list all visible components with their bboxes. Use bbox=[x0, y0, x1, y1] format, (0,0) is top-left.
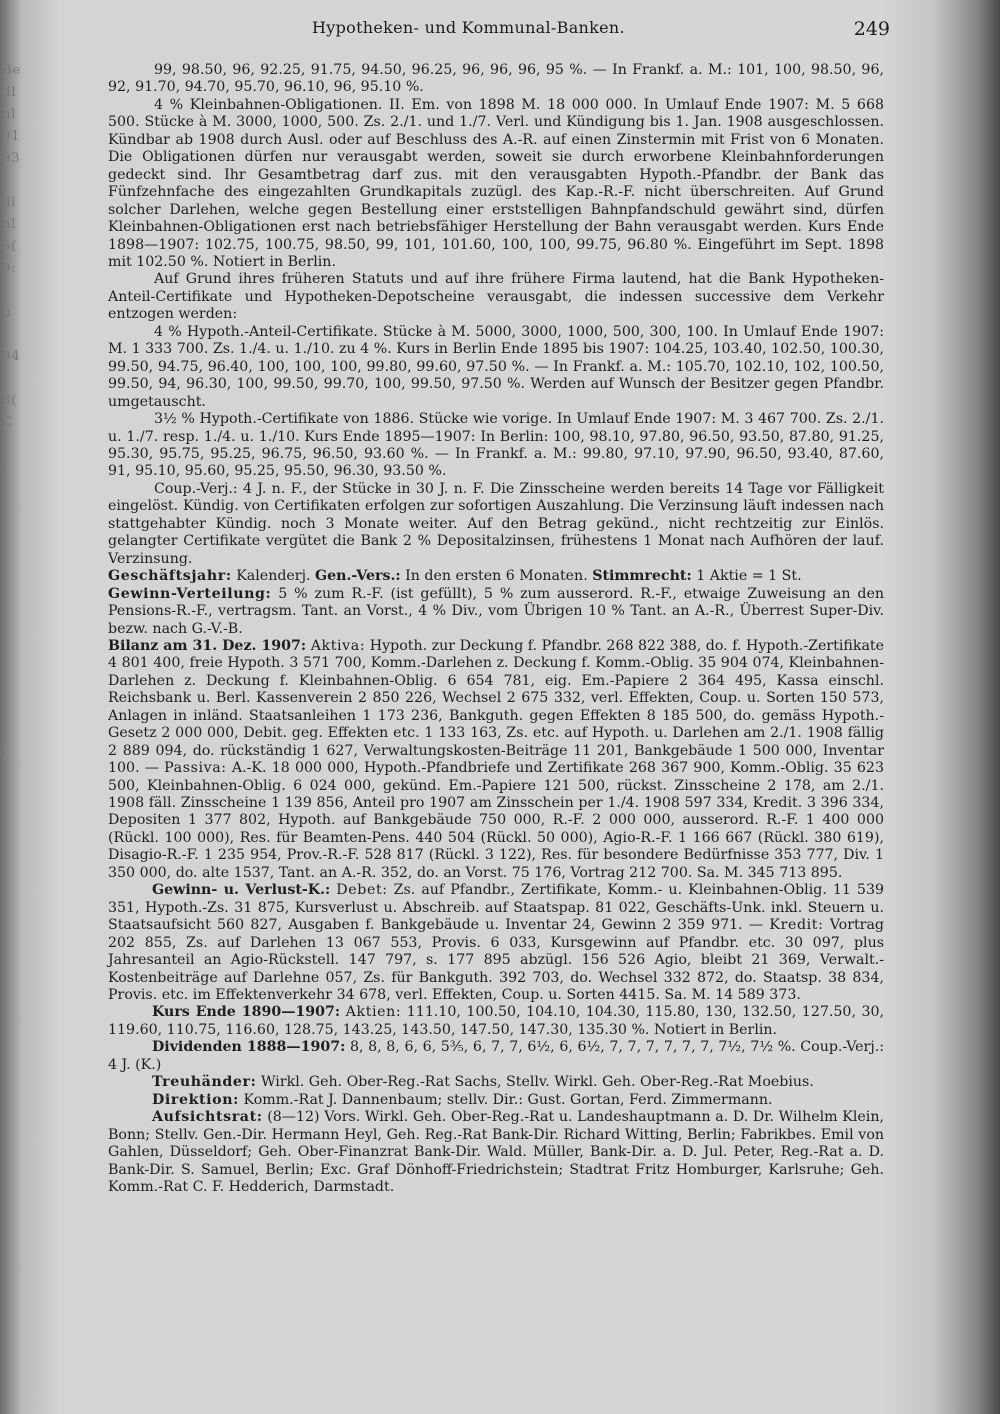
stimmrecht-value: 1 Aktie = 1 St. bbox=[696, 568, 802, 585]
left-bleed-fragment: i bbox=[2, 745, 8, 760]
bilanz-aktiva-text: Hypoth. zur Deckung f. Pfandbr. 268 822 388, do. f. Hypoth.-Zertifikate 4 801 400, freie Hypoth. 3 571 700, Komm.-Darlehen z. Deckung f. Komm.-Oblig. 35 904 074, Kleinbahnen-Darlehen z. Deckung f. Kleinbahnen-Oblig. 6 654 781, eig. Em.-Papiere 2 364 495, Kassa einschl. Reichsbank u. Berl. Kassenverein 2 850 226, Wechsel 2 675 332, verl. Effekten, Coup. u. Sorten 150 573, Anlagen in inländ. Staatsanleihen 1 173 236, Bankguth. gegen Effekten 8 185 500, do. gemäss Hypoth.-Gesetz 2 000 000, Debit. geg. Effekten etc. 1 133 163, Zs. etc. auf Hypoth. u. Darlehen am 2./1. 1908 fällig 2 889 094, do. rückständig 1 627, Verwaltungskosten-Beiträge 11 201, Bankgebäude 1 500 000, Inventar 100. — bbox=[108, 637, 885, 777]
left-bleed-fragment: Be bbox=[2, 63, 22, 78]
aufsichtsrat-text: (8—12) Vors. Wirkl. Geh. Ober-Reg.-Rat u. Landeshauptmann a. D. Dr. Wilhelm Klein, Bonn; Stellv. Gen.-Dir. Hermann Heyl, Geh. Reg.-Rat Bank-Dir. Richard Witting, Berlin; Fabrikbes. Emil von Gahlen, Düsseldorf; Geh. Ober-Finanzrat Bank-Dir. Wald. Müller, Bank-Dir. a. D. Jul. Peter, Reg.-Rat a. D. Bank-Dir. S. Samuel, Berlin; Exc. Graf Dönhoff-Friedrichstein; Stadtrat Fritz Homburger, Karlsruhe; Geh. Komm.-Rat C. F. Hedderich, Darmstadt. bbox=[108, 1109, 884, 1195]
left-bleed-fragment bbox=[2, 698, 52, 720]
bilanz-label: Bilanz am 31. Dez. 1907: bbox=[108, 637, 307, 654]
bilanz-passiva-text: A.-K. 18 000 000, Hypoth.-Pfandbriefe und Zertifikate 268 367 900, Komm.-Oblig. 35 623 500, Kleinbahnen-Oblig. 6 024 000, gekünd. Em.-Papiere 121 500, rückst. Zinsscheine 2 178, am 2./1. 1908 fäll. Zinsscheine 1 139 856, Anteil pro 1907 am Zinsschein per 1./4. 1908 597 334, Kredit. 3 396 334, Depositen 1 377 802, Hypoth. auf Bankgebäude 750 000, R.-F. 2 000 000, ausserord. R.-F. 1 400 000 (Rückl. 100 000), Res. für Beamten-Pens. 440 504 (Rückl. 50 000), Agio-R.-F. 1 166 667 (Rückl. 380 619), Disagio-R.-F. 1 235 954, Prov.-R.-F. 528 817 (Rückl. 3 122), Res. für besondere Bedürfnisse 353 777, Div. 1 350 000, do. alte 1537, Tant. an A.-R. 352, do. an Vorst. 75 176, Vortrag 212 700. Sa. M. 345 713 895. bbox=[108, 760, 884, 881]
page-number: 249 bbox=[853, 18, 890, 40]
paragraph-kleinbahnen-obligationen: 4 % Kleinbahnen-Obligationen. II. Em. von 1898 M. 18 000 000. In Umlauf Ende 1907: M. 5 668 500. Stücke à M. 3000, 1000, 500. Zs. 2./1. und 1./7. Verl. und Kündigung bis 1. Jan. 1908 ausgeschlossen. Kündbar ab 1908 durch Ausl. oder auf Beschluss des A.-R. auf einen Zinstermin mit Frist von 6 Monaten. Die Obligationen dürfen nur verausgabt werden, soweit sie durch erworbene Kleinbahnforderungen gedeckt sind. Ihr Gesamtbetrag darf zus. mit den verausgabten Hypoth.-Pfandbr. der Bank das Fünfzehnfache des eingezahlten Grundkapitals zuzügl. des Kap.-R.-F. nicht überschreiten. Auf Grund solcher Darlehen, welche gegen Bestellung einer erststelligen Bahnpfandschuld gewährt sind, dürfen Kleinbahnen-Obligationen erst nach betriebsfähiger Herstellung der Bahn verausgabt werden. Kurs Ende 1898—1907: 102.75, 100.75, 98.50, 99, 101, 101.60, 100, 100, 99.75, 96.80 %. Eingeführt im Sept. 1898 mit 102.50 %. Notiert in Berlin. bbox=[108, 96, 884, 270]
left-margin-bleed bbox=[2, 60, 52, 830]
left-bleed-fragment bbox=[2, 434, 52, 456]
aufsichtsrat-section bbox=[108, 1109, 884, 1196]
running-title: Hypotheken- und Kommunal-Banken. bbox=[312, 18, 625, 37]
left-bleed-fragment bbox=[2, 478, 52, 500]
left-bleed-fragment bbox=[2, 786, 52, 808]
bilanz-section bbox=[108, 638, 884, 882]
treuhaender-label: Treuhänder: bbox=[152, 1074, 257, 1091]
left-bleed-fragment: 9: bbox=[2, 261, 17, 276]
kurs-section bbox=[108, 1004, 884, 1039]
dividenden-label: Dividenden 1888—1907: bbox=[152, 1039, 346, 1056]
left-bleed-fragment bbox=[2, 324, 52, 346]
gen-vers-label: Gen.-Vers.: bbox=[315, 568, 401, 585]
guv-debet-label: Debet: bbox=[336, 882, 388, 899]
left-bleed-fragment: ü bbox=[2, 305, 12, 320]
left-bleed-fragment: 8( bbox=[2, 393, 18, 408]
left-bleed-fragment bbox=[2, 280, 52, 302]
paragraph-hypoth-certifikate-1886: 3½ % Hypoth.-Certifikate von 1886. Stücke wie vorige. In Umlauf Ende 1907: M. 3 467 700. Zs. 2./1. u. 1./7. resp. 1./4. u. 1./10. Kurs Ende 1895—1907: In Berlin: 100, 98.10, 97.80, 96.50, 93.50, 87.80, 91.25, 95.30, 95.75, 95.25, 96.75, 96.50, 93.60 %. — In Frankf. a. M.: 99.80, 97.10, 97.90, 96.50, 93.40, 87.60, 91, 95.10, 95.60, 95.25, 95.50, 96.30, 93.50 %. bbox=[108, 411, 884, 480]
left-bleed-fragment bbox=[2, 610, 52, 632]
left-bleed-fragment bbox=[2, 676, 52, 698]
left-bleed-fragment: dl bbox=[2, 85, 17, 100]
gewinn-verteilung-text: 5 % zum R.-F. (ist gefüllt), 5 % zum ausserord. R.-F., etwaige Zuweisung an den Pensions-R.-F., vertragsm. Tant. an Vorst., 4 % Div., vom Übrigen 10 % Tant. an A.-R., Überrest Super-Div. bezw. nach G.-V.-B. bbox=[108, 585, 884, 637]
geschaeftsjahr-line bbox=[108, 568, 884, 585]
left-bleed-fragment: 94 bbox=[2, 349, 21, 364]
direktion-section bbox=[108, 1092, 884, 1109]
direktion-label: Direktion: bbox=[152, 1091, 239, 1108]
left-bleed-fragment: 5( bbox=[2, 239, 18, 254]
guv-kredit-label: Kredit: bbox=[769, 917, 824, 934]
aufsichtsrat-label: Aufsichtsrat: bbox=[152, 1109, 263, 1126]
bilanz-aktiva-label: Aktiva: bbox=[310, 637, 366, 654]
left-bleed-fragment bbox=[2, 808, 52, 830]
left-bleed-fragment: I bbox=[2, 459, 9, 474]
paragraph-kurs-pfandbriefe: 99, 98.50, 96, 92.25, 91.75, 94.50, 96.25, 96, 96, 96, 95 %. — In Frankf. a. M.: 101, 100, 98.50, 96, 92, 91.70, 94.70, 95.70, 96.10, 96, 95.10 %. bbox=[108, 62, 884, 96]
left-bleed-fragment bbox=[2, 654, 52, 676]
paragraph-hypoth-anteil-certifikate: 4 % Hypoth.-Anteil-Certifikate. Stücke à M. 5000, 3000, 1000, 500, 300, 100. In Umlauf Ende 1907: M. 1 333 700. Zs. 1./4. u. 1./10. zu 4 %. Kurs in Berlin Ende 1895 bis 1907: 104.25, 103.40, 102.50, 100.30, 99.50, 94.75, 96.40, 100, 100, 100, 99.80, 99.60, 97.50 %. — In Frankf. a. M.: 105.70, 102.10, 102, 100.50, 99.50, 94, 96.30, 100, 99.50, 99.70, 100, 99.50, 97.50 %. Werden auf Wunsch der Besitzer gegen Pfandbr. umgetauscht. bbox=[108, 323, 884, 410]
left-bleed-fragment bbox=[2, 764, 52, 786]
left-bleed-fragment bbox=[2, 500, 52, 522]
geschaeftsjahr-value: Kalenderj. bbox=[236, 568, 311, 585]
kurs-label: Kurs Ende 1890—1907: bbox=[152, 1004, 341, 1021]
left-bleed-fragment: 93 bbox=[2, 151, 21, 166]
paragraph-coupon-verjaehrung: Coup.-Verj.: 4 J. n. F., der Stücke in 30 J. n. F. Die Zinsscheine werden bereits 14 Tage vor Fälligkeit eingelöst. Kündig. von Certifikaten erfolgen zur sofortigen Auszahlung. Die Verzinsung läuft indessen nach stattgehabter Kündig. noch 3 Monate weiter. Auf den Betrag gekünd., nicht rechtzeitig zur Einlös. gelangter Certifikate vergütet die Bank 2 % Depositalzinsen, frühestens 1 Monat nach Aufhören der lauf. Verzinsung. bbox=[108, 480, 884, 567]
guv-label: Gewinn- u. Verlust-K.: bbox=[152, 882, 331, 899]
treuhaender-section bbox=[108, 1074, 884, 1091]
left-bleed-fragment: dl bbox=[2, 195, 17, 210]
left-bleed-fragment bbox=[2, 170, 52, 192]
direktion-text: Komm.-Rat J. Dannenbaum; stellv. Dir.: Gust. Gortan, Ferd. Zimmermann. bbox=[243, 1091, 773, 1108]
guv-debet-text: Zs. auf Pfandbr., Zertifikate, Komm.- u. Kleinbahnen-Oblig. 11 539 351, Hypoth.-Zs. 31 875, Kursverlust u. Abschreib. auf Staatspap. 81 022, Geschäfts-Unk. inkl. Steuern u. Staatsaufsicht 560 827, Ausgaben f. Bankgebäude u. Inventar 24, Gewinn 2 359 971. — bbox=[108, 882, 884, 934]
guv-section bbox=[108, 882, 884, 1004]
gewinn-verteilung-label: Gewinn-Verteilung: bbox=[108, 585, 272, 602]
page-header bbox=[300, 16, 890, 46]
dividenden-text: 8, 8, 8, 6, 6, 5⅗, 6, 7, 7, 6½, 6, 6½, 7, 7, 7, 7, 7, 7, 7½, 7½ %. Coup.-Verj.: 4 J. (K.) bbox=[108, 1039, 885, 1073]
treuhaender-text: Wirkl. Geh. Ober-Reg.-Rat Sachs, Stellv. Wirkl. Geh. Ober-Reg.-Rat Moebius. bbox=[260, 1074, 814, 1091]
guv-kredit-text: Vortrag 202 855, Zs. auf Darlehen 13 067 553, Provis. 6 033, Kursgewinn auf Pfandbr. etc. 30 097, plus Jahresanteil an Agio-Rückstell. 147 797, s. 177 895 abzügl. 156 526 Agio, bleibt 21 369, Verwalt.-Kostenbeiträge auf Darlehne 057, Zs. für Bankguth. 392 703, do. Wechsel 332 872, do. Staatsp. 38 834, Provis. etc. im Effektenverkehr 34 678, verl. Effekten, Coup. u. Sorten 4415. Sa. M. 14 589 373. bbox=[108, 917, 885, 1004]
left-bleed-fragment: nl bbox=[2, 107, 17, 122]
bilanz-passiva-label: Passiva: bbox=[164, 760, 227, 777]
left-bleed-fragment bbox=[2, 566, 52, 588]
left-bleed-fragment bbox=[2, 368, 52, 390]
geschaeftsjahr-label: Geschäftsjahr: bbox=[108, 568, 232, 585]
gen-vers-value: In den ersten 6 Monaten. bbox=[405, 568, 588, 585]
dividenden-section bbox=[108, 1039, 884, 1074]
gewinn-verteilung-section bbox=[108, 586, 884, 638]
left-bleed-fragment bbox=[2, 544, 52, 566]
left-bleed-fragment bbox=[2, 632, 52, 654]
kurs-text: 111.10, 100.50, 104.10, 104.30, 115.80, 130, 132.50, 127.50, 30, 119.60, 110.75, 116.60, 128.75, 143.25, 143.50, 147.50, 147.30, 135.30 %. Notiert in Berlin. bbox=[108, 1004, 885, 1038]
stimmrecht-label: Stimmrecht: bbox=[592, 568, 692, 585]
left-bleed-fragment bbox=[2, 720, 52, 742]
left-bleed-fragment bbox=[2, 522, 52, 544]
left-bleed-fragment bbox=[2, 588, 52, 610]
left-bleed-fragment: C bbox=[2, 415, 13, 430]
body-text bbox=[108, 62, 884, 1382]
paragraph-anteil-certifikate-intro: Auf Grund ihres früheren Statuts und auf ihre frühere Firma lautend, hat die Bank Hypotheken-Anteil-Certifikate und Hypotheken-Depotscheine verausgabt, die indessen successive dem Verkehr entzogen werden: bbox=[108, 271, 884, 323]
left-bleed-fragment: 91 bbox=[2, 129, 21, 144]
left-bleed-fragment: nl bbox=[2, 217, 17, 232]
kurs-aktien-label: Aktien: bbox=[345, 1004, 402, 1021]
